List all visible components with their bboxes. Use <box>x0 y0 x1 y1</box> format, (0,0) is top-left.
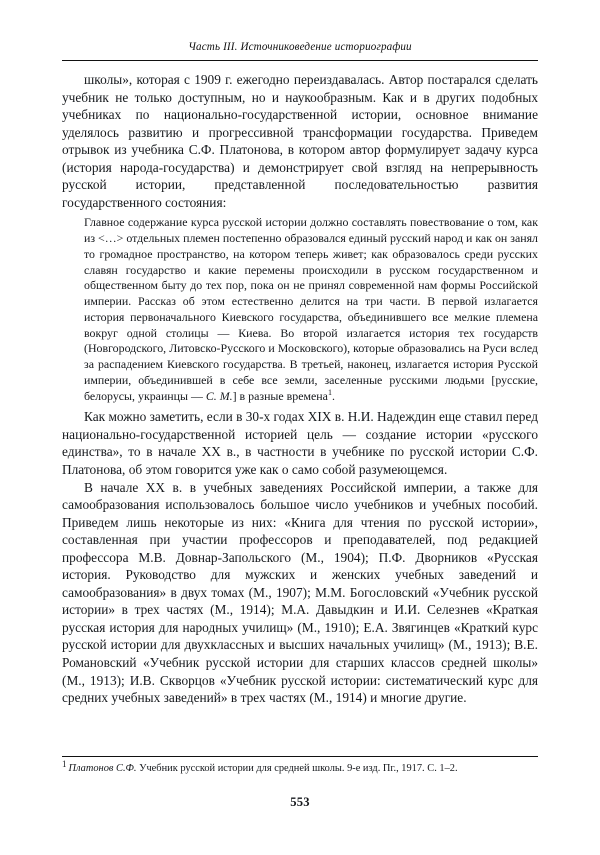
page-content-column <box>62 0 538 855</box>
footnote-reference-1[interactable]: 1 <box>327 387 332 397</box>
block-quote-text <box>84 215 538 404</box>
paragraph-nadezhdin: Как можно заметить, если в 30-х годах XIX в. Н.И. Надеждин еще ставил перед национально-государственной историей цель — создание истории «русского единства», то в начале XX в., в частности в учебнике по русской истории С.Ф. Платонова, об этом говорится уже как о само собой разумеющемся. <box>62 409 538 478</box>
body-text <box>62 71 538 707</box>
running-head-rule <box>62 60 538 61</box>
block-quote-platonov <box>62 215 538 404</box>
quote-segment-3: . <box>331 388 335 403</box>
running-head: Часть III. Источниковедение историографии <box>188 41 412 53</box>
quote-segment-2: ] в разные времена <box>232 388 328 403</box>
footnote-citation: Учебник русской истории для средней школы. 9-е изд. Пг., 1917. С. 1–2. <box>136 763 458 774</box>
footnote-area <box>62 756 538 776</box>
footnote-marker: 1 <box>62 758 67 769</box>
paragraph-textbooks-list: В начале XX в. в учебных заведениях Российской империи, а также для самообразования использовалось большое число учебников и учебных пособий. Приведем лишь некоторые из них: «Книга для чтения по русской истории», составленная при участии профессоров и преподавателей, под редакцией профессора М.В. Довнар-Запольского (М., 1904); П.Ф. Дворников «Русская история. Руководство для мужских и женских учебных заведений и самообразования» в двух томах (М., 1907); М.М. Богословский «Учебник русской истории» в трех частях (М., 1914); М.А. Давыдкин и И.И. Селезнев «Краткая русская история для народных училищ» (М., 1910); Е.А. Звягинцев «Краткий курс русской истории для двухклассных и высших начальных училищ» (М., 1913); В.Е. Романовский «Учебник русской истории для старших классов средней школы» (М., 1913); И.В. Скворцов «Учебник русской истории: систематический курс для средних учебных заведений» в трех частях (М., 1914) и многие другие. <box>62 479 538 706</box>
quote-segment-1: Главное содержание курса русской истории должно составлять повествование о том, как из <…> отдельных племен постепенно образовался единый русский народ и как он занял то громадное пространство, на котором теперь живет; как образовалось среди русских славян государство и какие перемены происходили в русском государственном и общественном быту до тех пор, пока он не принял современной нам формы Российской империи. Рассказ об этом естественно делится на три части. В первой излагается история первоначального Киевского государства, объединившего все мелкие племена вокруг одной столицы — Киева. Во второй излагается история тех государств (Новгородского, Литовско-Русского и Московского), которые образовались на Руси вслед за распадением Киевского государства. В третьей, наконец, излагается история Русской империи, объединившей в себе все земли, заселенные русскими людьми [русские, белорусы, украинцы — <box>84 215 538 403</box>
footnote-1 <box>62 758 538 776</box>
page-number: 553 <box>290 795 310 809</box>
paragraph-continuation: школы», которая с 1909 г. ежегодно переиздавалась. Автор постарался сделать учебник не только доступным, но и наукообразным. Как и в других подобных учебниках по национально-государственной истории, основное внимание уделялось развитию и прогрессивной трансформации государства. Приведем отрывок из учебника С.Ф. Платонова, в котором автор формулирует задачу курса (история народа-государства) и демонстрирует свой взгляд на непрерывность русской истории, представленной последовательностью развития государственного состояния: <box>62 72 538 210</box>
footnote-author: Платонов С.Ф. <box>68 763 137 774</box>
quote-editor-initials: С. М. <box>205 388 233 403</box>
footnote-separator-rule <box>62 756 538 757</box>
